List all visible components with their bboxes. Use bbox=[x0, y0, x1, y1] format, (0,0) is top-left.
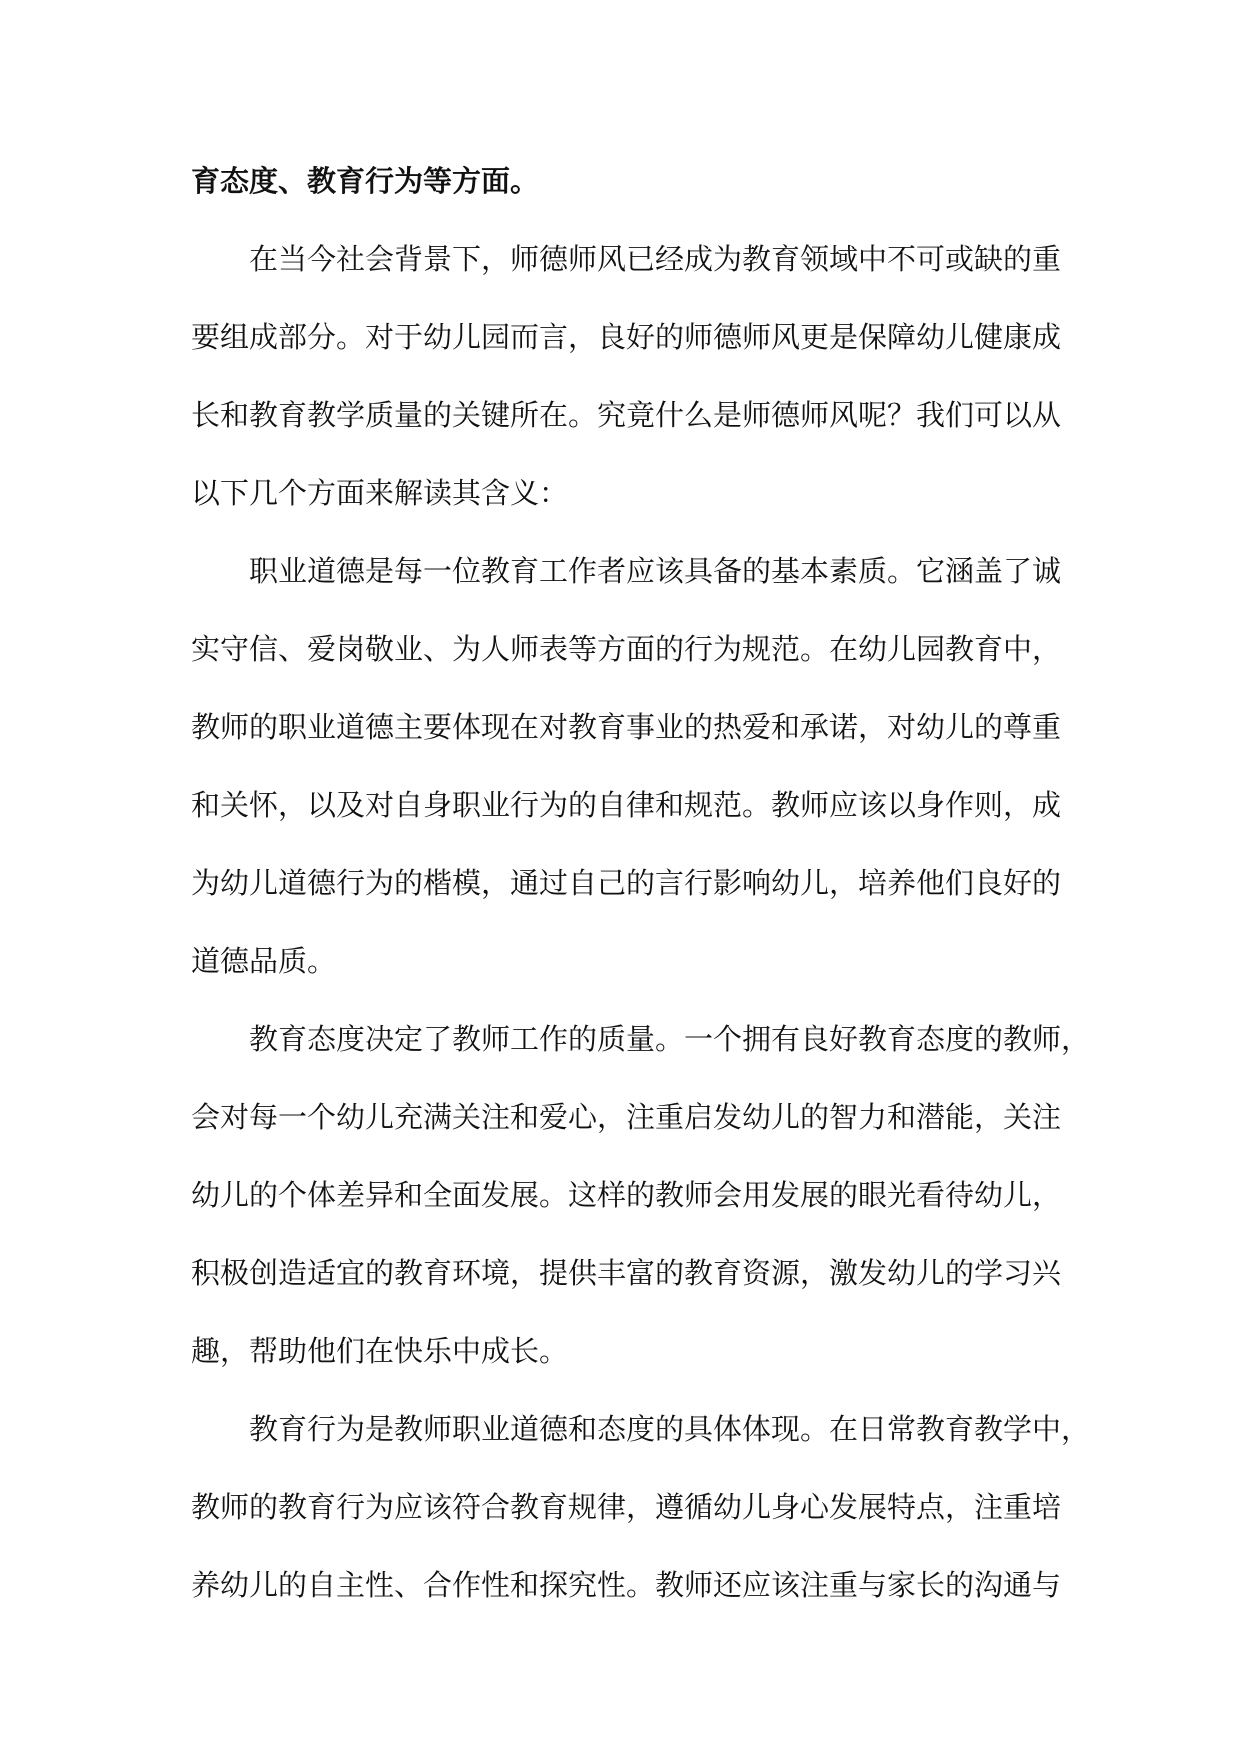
paragraph-line: 职业道德是每一位教育工作者应该具备的基本素质。它涵盖了诚 bbox=[249, 554, 1062, 588]
document-body bbox=[191, 142, 1091, 1624]
paragraph-2 bbox=[191, 532, 1062, 1000]
paragraph-line: 实守信、爱岗敬业、为人师表等方面的行为规范。在幼儿园教育中， bbox=[191, 632, 1062, 666]
paragraph-line: 在当今社会背景下，师德师风已经成为教育领域中不可或缺的重 bbox=[249, 242, 1062, 276]
paragraph-line: 幼儿的个体差异和全面发展。这样的教师会用发展的眼光看待幼儿， bbox=[191, 1178, 1062, 1212]
lead-line: 育态度、教育行为等方面。 bbox=[191, 164, 540, 198]
paragraph-1 bbox=[191, 220, 1062, 532]
paragraph-line: 养幼儿的自主性、合作性和探究性。教师还应该注重与家长的沟通与 bbox=[191, 1568, 1062, 1602]
paragraph-line: 教育态度决定了教师工作的质量。一个拥有良好教育态度的教师， bbox=[249, 1022, 1091, 1056]
paragraph-line: 为幼儿道德行为的楷模，通过自己的言行影响幼儿，培养他们良好的 bbox=[191, 866, 1062, 900]
paragraph-line: 趣，帮助他们在快乐中成长。 bbox=[191, 1334, 569, 1368]
paragraph-line: 以下几个方面来解读其含义： bbox=[191, 476, 569, 510]
paragraph-line: 积极创造适宜的教育环境，提供丰富的教育资源，激发幼儿的学习兴 bbox=[191, 1256, 1062, 1290]
paragraph-3 bbox=[191, 1000, 1091, 1390]
paragraph-line: 教育行为是教师职业道德和态度的具体体现。在日常教育教学中， bbox=[249, 1412, 1091, 1446]
paragraph-line: 要组成部分。对于幼儿园而言，良好的师德师风更是保障幼儿健康成 bbox=[191, 320, 1062, 354]
paragraph-line: 会对每一个幼儿充满关注和爱心，注重启发幼儿的智力和潜能，关注 bbox=[191, 1100, 1062, 1134]
paragraph-line: 教师的教育行为应该符合教育规律，遵循幼儿身心发展特点，注重培 bbox=[191, 1490, 1062, 1524]
paragraph-line: 和关怀，以及对自身职业行为的自律和规范。教师应该以身作则，成 bbox=[191, 788, 1062, 822]
paragraph-4 bbox=[191, 1390, 1091, 1624]
paragraph-line: 道德品质。 bbox=[191, 944, 337, 978]
paragraph-line: 教师的职业道德主要体现在对教育事业的热爱和承诺，对幼儿的尊重 bbox=[191, 710, 1062, 744]
paragraph-line: 长和教育教学质量的关键所在。究竟什么是师德师风呢？我们可以从 bbox=[191, 398, 1062, 432]
